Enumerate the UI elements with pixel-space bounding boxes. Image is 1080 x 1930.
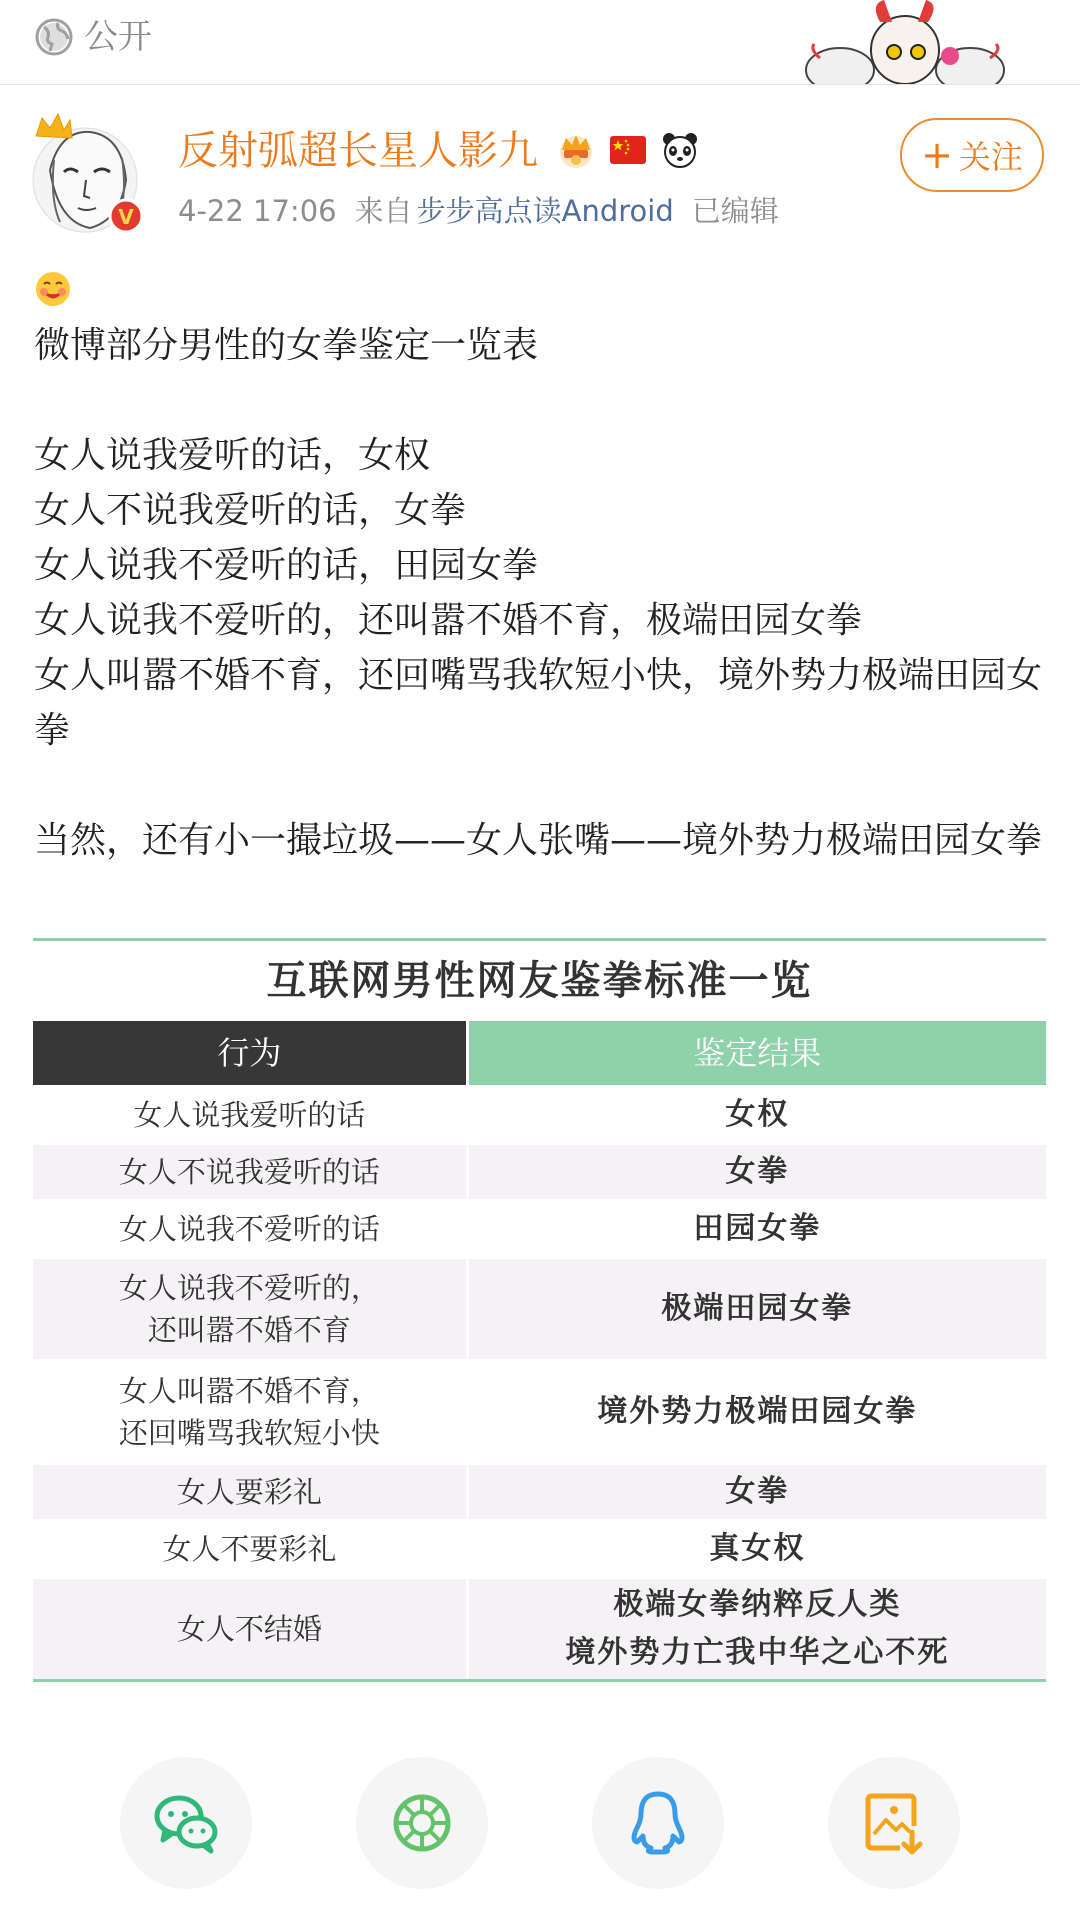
table-row: [33, 1256, 1046, 1359]
table-row: [33, 1519, 1046, 1576]
post-source-link[interactable]: 步步高点读Android: [416, 194, 674, 228]
post-line: 女人不说我爱听的话，女拳: [34, 490, 467, 531]
behavior-cell: 女人说我爱听的话: [133, 1098, 366, 1132]
post-line: [34, 758, 1054, 813]
header-result: 鉴定结果: [469, 1021, 1046, 1085]
user-avatar[interactable]: [30, 110, 145, 235]
post-line: 女人叫嚣不婚不育，还回嘴骂我软短小快，境外势力极端田园女拳: [34, 655, 1043, 751]
mascot-illustration: [800, 0, 1020, 84]
share-wechat-button[interactable]: [120, 1757, 252, 1889]
table-bottom-line: [33, 1679, 1046, 1682]
result-cell: 女拳: [469, 1145, 1046, 1199]
source-prefix: 来自: [354, 194, 413, 228]
behavior-cell: 女人叫嚣不婚不育， 还回嘴骂我软短小快: [118, 1374, 380, 1450]
result-cell: 田园女拳: [693, 1211, 822, 1246]
post-image-table[interactable]: [33, 938, 1046, 1682]
table-row: [33, 1085, 1046, 1142]
result-cell: 境外势力极端田园女拳: [597, 1394, 918, 1429]
behavior-cell: 女人不结婚: [33, 1579, 466, 1679]
top-bar: [0, 0, 1080, 85]
post-line: 女人说我不爱听的话，田园女拳: [34, 545, 539, 586]
behavior-cell: 女人不说我爱听的话: [33, 1145, 466, 1199]
behavior-cell: 女人说我不爱听的， 还叫嚣不婚不育: [33, 1259, 466, 1359]
blushing-face-emoji: [34, 270, 72, 308]
post-text: [34, 318, 1054, 868]
behavior-cell: 女人说我不爱听的话: [118, 1212, 380, 1246]
table-row: [33, 1359, 1046, 1462]
post-meta: [178, 190, 797, 232]
china-flag-icon[interactable]: [608, 130, 648, 170]
header-behavior: 行为: [33, 1021, 466, 1085]
edited-label[interactable]: 已编辑: [691, 194, 779, 228]
post-date: 4-22 17:06: [178, 194, 337, 228]
post-line: 女人说我不爱听的，还叫嚣不婚不育，极端田园女拳: [34, 600, 863, 641]
username[interactable]: 反射弧超长星人影九: [178, 128, 538, 174]
share-qq-button[interactable]: [592, 1757, 724, 1889]
behavior-cell: 女人不要彩礼: [162, 1532, 337, 1566]
behavior-cell: 女人要彩礼: [33, 1465, 466, 1519]
post-line: [34, 373, 1054, 428]
verified-badge: V: [118, 205, 134, 229]
table-header: [33, 1021, 1046, 1085]
result-cell: 真女权: [709, 1531, 806, 1566]
moments-icon: [391, 1792, 453, 1854]
user-badges: [556, 130, 700, 170]
post-line: 微博部分男性的女拳鉴定一览表: [34, 325, 539, 366]
table-title: 互联网男性网友鉴拳标准一览: [266, 958, 813, 1004]
table-row: [33, 1462, 1046, 1519]
result-cell: 女权: [725, 1097, 790, 1132]
share-moments-button[interactable]: [356, 1757, 488, 1889]
visibility-label[interactable]: 公开: [84, 17, 152, 57]
save-image-icon: [864, 1790, 924, 1856]
plus-icon: +: [921, 133, 953, 177]
qq-icon: [629, 1790, 687, 1856]
table-row: [33, 1199, 1046, 1256]
table-row: [33, 1576, 1046, 1679]
table-row: [33, 1142, 1046, 1199]
follow-button[interactable]: [900, 118, 1044, 192]
crown-icon: [36, 114, 72, 138]
post-line: 当然，还有小一撮垃圾——女人张嘴——境外势力极端田园女拳: [34, 820, 1043, 861]
panda-icon[interactable]: [660, 130, 700, 170]
crown-badge-icon[interactable]: [556, 130, 596, 170]
result-cell: 女拳: [469, 1465, 1046, 1519]
post-line: 女人说我爱听的话，女权: [34, 435, 431, 476]
wechat-icon: [151, 1788, 221, 1858]
result-cell: 极端女拳纳粹反人类 境外势力亡我中华之心不死: [469, 1579, 1046, 1679]
globe-icon: [34, 17, 74, 57]
save-image-button[interactable]: [828, 1757, 960, 1889]
follow-label: 关注: [958, 138, 1023, 176]
result-cell: 极端田园女拳: [469, 1259, 1046, 1359]
